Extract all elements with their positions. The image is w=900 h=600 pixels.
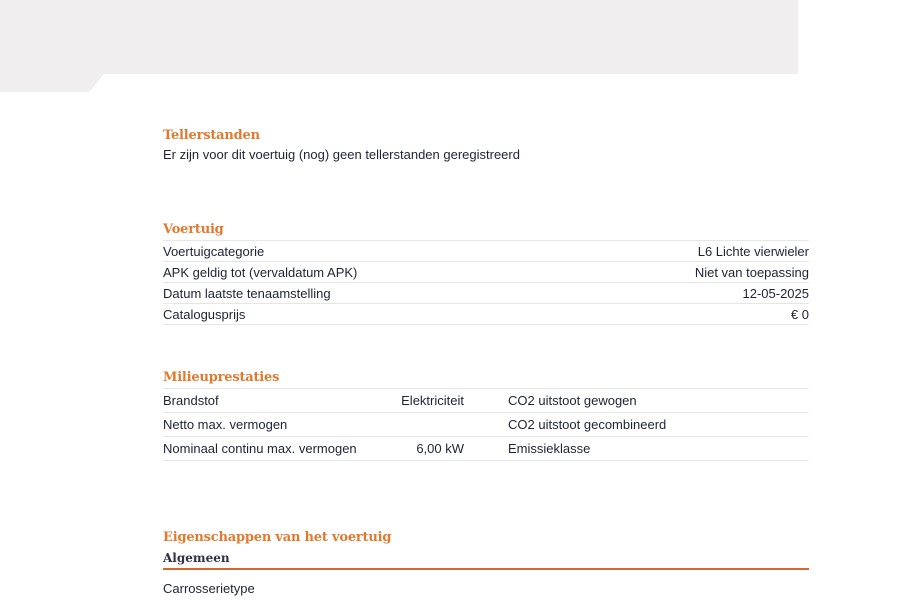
row-label-secondary: CO2 uitstoot gewogen: [464, 389, 809, 413]
table-row: [163, 437, 809, 461]
tellerstanden-section: [163, 128, 809, 162]
row-value: 6,00 kW: [388, 437, 464, 461]
row-label: Datum laatste tenaamstelling: [163, 283, 570, 304]
row-value: € 0: [570, 304, 809, 325]
row-value: Elektriciteit: [388, 389, 464, 413]
row-value: Niet van toepassing: [570, 262, 809, 283]
milieuprestaties-section: [163, 370, 809, 461]
table-row: [163, 413, 809, 437]
tellerstanden-title: Tellerstanden: [163, 128, 260, 143]
algemeen-subtitle: Algemeen: [163, 551, 809, 570]
eigenschappen-title: Eigenschappen van het voertuig: [163, 530, 392, 545]
voertuig-section: [163, 222, 809, 325]
table-row: [163, 241, 809, 262]
table-row: [163, 304, 809, 325]
row-label: Netto max. vermogen: [163, 413, 388, 437]
header-band: [0, 0, 798, 74]
row-label: Nominaal continu max. vermogen: [163, 437, 388, 461]
row-label-secondary: CO2 uitstoot gecombineerd: [464, 413, 809, 437]
tellerstanden-message: Er zijn voor dit voertuig (nog) geen tellerstanden geregistreerd: [163, 147, 520, 162]
row-label: Catalogusprijs: [163, 304, 570, 325]
row-label: APK geldig tot (vervaldatum APK): [163, 262, 570, 283]
row-label: Voertuigcategorie: [163, 241, 570, 262]
row-value: L6 Lichte vierwieler: [570, 241, 809, 262]
milieuprestaties-table: [163, 388, 809, 461]
header-band-tab: [0, 74, 104, 92]
row-value: [388, 413, 464, 437]
row-value: 12-05-2025: [570, 283, 809, 304]
row-label: Brandstof: [163, 389, 388, 413]
voertuig-table: [163, 240, 809, 325]
table-row: [163, 283, 809, 304]
eigenschappen-section: [163, 530, 809, 596]
table-row: [163, 389, 809, 413]
carrosserietype-label: Carrosserietype: [163, 581, 255, 596]
voertuig-title: Voertuig: [163, 222, 224, 237]
row-label-secondary: Emissieklasse: [464, 437, 809, 461]
table-row: [163, 262, 809, 283]
milieuprestaties-title: Milieuprestaties: [163, 370, 280, 385]
